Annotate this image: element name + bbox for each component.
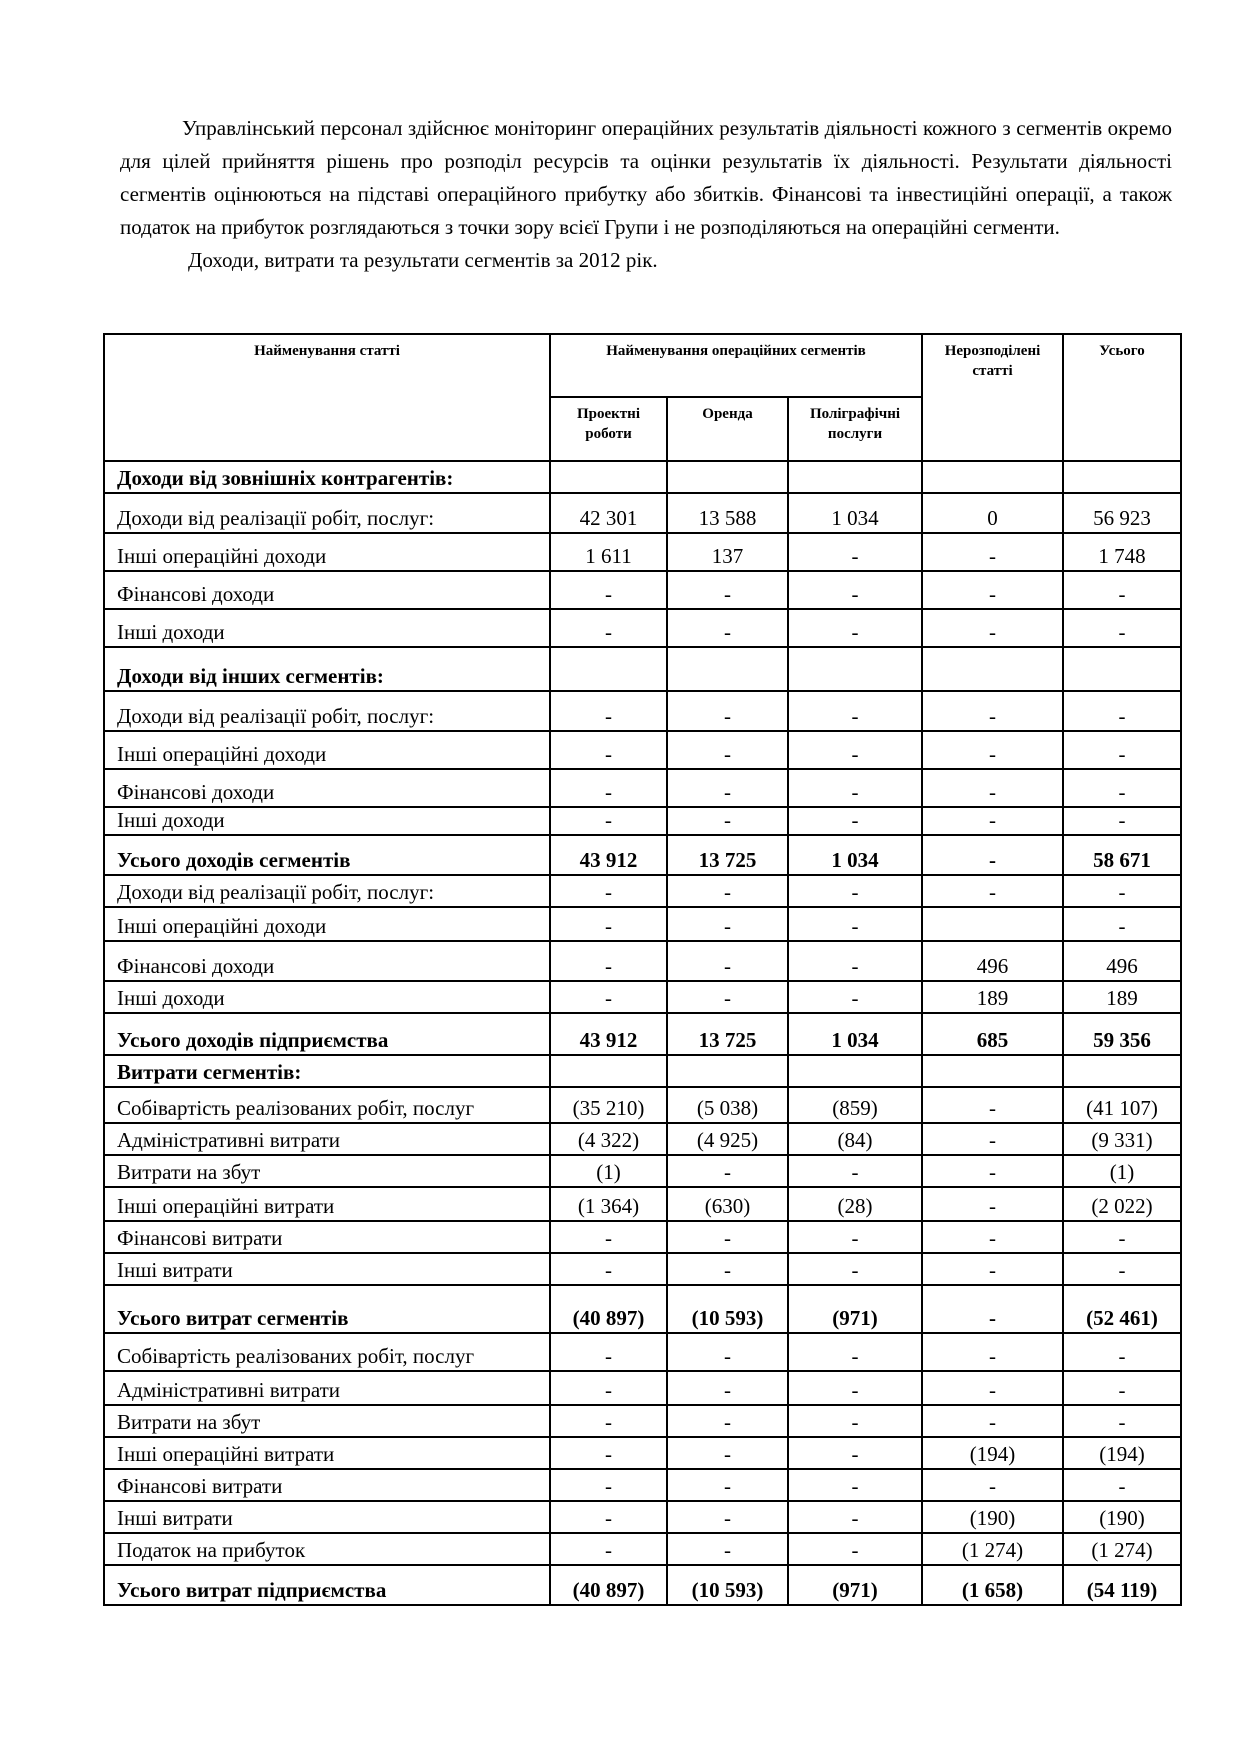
header-operating-segments: Найменування операційних сегментів [550,334,922,397]
design-value: 1 611 [550,533,667,571]
unallocated-value: - [922,609,1063,647]
total-value: (54 119) [1063,1565,1181,1605]
table-row [104,1187,1181,1221]
row-label: Доходи від реалізації робіт, послуг: [104,875,550,907]
row-label: Інші доходи [104,981,550,1013]
row-label: Фінансові витрати [104,1221,550,1253]
unallocated-value [922,1055,1063,1087]
unallocated-value: 189 [922,981,1063,1013]
total-value: - [1063,1253,1181,1285]
table-row [104,609,1181,647]
header-total: Усього [1063,334,1181,461]
printing-value: - [788,731,922,769]
design-value: 43 912 [550,1013,667,1055]
rent-value: - [667,1437,788,1469]
table-row [104,907,1181,941]
row-label: Витрати на збут [104,1405,550,1437]
total-value [1063,1055,1181,1087]
printing-value: (84) [788,1123,922,1155]
total-value: 189 [1063,981,1181,1013]
total-value: (9 331) [1063,1123,1181,1155]
rent-value: - [667,807,788,835]
table-row [104,1123,1181,1155]
table-row [104,1371,1181,1405]
rent-value: (630) [667,1187,788,1221]
total-value: - [1063,571,1181,609]
printing-value: - [788,1533,922,1565]
total-value: (1 274) [1063,1533,1181,1565]
unallocated-value: - [922,691,1063,731]
row-label: Фінансові доходи [104,941,550,981]
unallocated-value: 0 [922,493,1063,533]
table-row [104,941,1181,981]
total-value: 59 356 [1063,1013,1181,1055]
printing-value [788,461,922,493]
table-row [104,769,1181,807]
rent-value: - [667,609,788,647]
printing-value [788,1055,922,1087]
header-design-works: Проектні роботи [550,397,667,461]
rent-value: - [667,941,788,981]
table-row [104,1221,1181,1253]
rent-value: - [667,907,788,941]
table-row [104,1087,1181,1123]
row-label: Собівартість реалізованих робіт, послуг [104,1333,550,1371]
design-value: - [550,1533,667,1565]
row-label: Інші операційні доходи [104,533,550,571]
total-value: 1 748 [1063,533,1181,571]
printing-value: - [788,1371,922,1405]
rent-value: - [667,875,788,907]
unallocated-value: - [922,769,1063,807]
total-value: - [1063,807,1181,835]
rent-value: 137 [667,533,788,571]
design-value: - [550,875,667,907]
total-value: - [1063,907,1181,941]
header-item-name: Найменування статті [104,334,550,461]
printing-value: - [788,907,922,941]
rent-value: 13 588 [667,493,788,533]
table-row [104,691,1181,731]
unallocated-value: - [922,1285,1063,1333]
unallocated-value: - [922,533,1063,571]
total-value: - [1063,731,1181,769]
printing-value: - [788,981,922,1013]
rent-value: - [667,691,788,731]
unallocated-value: - [922,731,1063,769]
row-label: Фінансові доходи [104,769,550,807]
total-value: (1) [1063,1155,1181,1187]
row-label: Витрати на збут [104,1155,550,1187]
printing-value: - [788,941,922,981]
rent-value: - [667,981,788,1013]
row-label: Фінансові витрати [104,1469,550,1501]
rent-value: - [667,1405,788,1437]
design-value: - [550,807,667,835]
table-row [104,835,1181,875]
row-label: Інші доходи [104,807,550,835]
table-row [104,1405,1181,1437]
rent-value: (10 593) [667,1285,788,1333]
design-value: (35 210) [550,1087,667,1123]
rent-value: - [667,1533,788,1565]
printing-value: (28) [788,1187,922,1221]
table-row [104,1501,1181,1533]
printing-value: - [788,609,922,647]
row-label: Фінансові доходи [104,571,550,609]
rent-value: - [667,731,788,769]
row-label: Усього доходів підприємства [104,1013,550,1055]
unallocated-value: - [922,571,1063,609]
design-value: - [550,1405,667,1437]
design-value: (1) [550,1155,667,1187]
total-value: (41 107) [1063,1087,1181,1123]
design-value: (40 897) [550,1285,667,1333]
total-value: (2 022) [1063,1187,1181,1221]
total-value: - [1063,1371,1181,1405]
table-row [104,1333,1181,1371]
design-value: - [550,941,667,981]
segment-results-table [103,333,1182,1606]
row-label: Податок на прибуток [104,1533,550,1565]
design-value: - [550,907,667,941]
row-label: Усього доходів сегментів [104,835,550,875]
rent-value [667,461,788,493]
unallocated-value: - [922,1405,1063,1437]
row-label: Інші доходи [104,609,550,647]
unallocated-value: - [922,1333,1063,1371]
rent-value [667,1055,788,1087]
unallocated-value: - [922,1155,1063,1187]
printing-value: - [788,691,922,731]
total-value: - [1063,1221,1181,1253]
total-value: - [1063,691,1181,731]
total-value: - [1063,769,1181,807]
total-value: 496 [1063,941,1181,981]
header-rent: Оренда [667,397,788,461]
design-value [550,1055,667,1087]
printing-value: 1 034 [788,1013,922,1055]
total-value: - [1063,609,1181,647]
total-value: (52 461) [1063,1285,1181,1333]
printing-value [788,647,922,691]
rent-value: 13 725 [667,1013,788,1055]
design-value: - [550,691,667,731]
printing-value: - [788,1221,922,1253]
table-caption: Доходи, витрати та результати сегментів за 2012 рік. [188,248,658,272]
rent-value: - [667,1155,788,1187]
table-row [104,461,1181,493]
header-printing-services: Поліграфічні послуги [788,397,922,461]
design-value [550,647,667,691]
row-label: Інші операційні доходи [104,731,550,769]
rent-value: - [667,769,788,807]
design-value: - [550,769,667,807]
total-value: - [1063,1469,1181,1501]
printing-value: 1 034 [788,493,922,533]
printing-value: - [788,1437,922,1469]
total-value [1063,461,1181,493]
design-value: - [550,571,667,609]
printing-value: - [788,571,922,609]
total-value: 56 923 [1063,493,1181,533]
unallocated-value: - [922,835,1063,875]
design-value: - [550,1469,667,1501]
printing-value: (971) [788,1285,922,1333]
table-row [104,1055,1181,1087]
table-row [104,731,1181,769]
design-value: - [550,1501,667,1533]
design-value: - [550,1437,667,1469]
row-label: Інші операційні доходи [104,907,550,941]
printing-value: - [788,1253,922,1285]
unallocated-value: - [922,1087,1063,1123]
unallocated-value: (190) [922,1501,1063,1533]
row-label: Інші витрати [104,1501,550,1533]
table-row [104,875,1181,907]
intro-paragraph: Управлінський персонал здійснює моніторинг операційних результатів діяльності кожного з сегментів окремо для цілей прийняття рішень про розподіл ресурсів та оцінки результатів їх діяльності. Результати діяльності сегментів оцінюються на підставі операційного прибутку або збитків. Фінансові та інвестиційні операції, а також податок на прибуток розглядаються з точки зору всієї Групи і не розподіляються на операційні сегменти. [120,116,1172,239]
total-value: (190) [1063,1501,1181,1533]
printing-value: - [788,1333,922,1371]
table-row [104,1285,1181,1333]
unallocated-value [922,461,1063,493]
intro-text [120,112,1172,277]
design-value: (1 364) [550,1187,667,1221]
table-row [104,571,1181,609]
printing-value: - [788,807,922,835]
design-value: - [550,609,667,647]
printing-value: - [788,1469,922,1501]
design-value: - [550,981,667,1013]
design-value: - [550,1333,667,1371]
printing-value: (971) [788,1565,922,1605]
total-value: (194) [1063,1437,1181,1469]
printing-value: - [788,1405,922,1437]
unallocated-value: - [922,1221,1063,1253]
design-value [550,461,667,493]
rent-value: (10 593) [667,1565,788,1605]
row-label: Інші операційні витрати [104,1437,550,1469]
printing-value: - [788,533,922,571]
total-value [1063,647,1181,691]
design-value: - [550,731,667,769]
rent-value: (4 925) [667,1123,788,1155]
rent-value: - [667,1253,788,1285]
table-row [104,1013,1181,1055]
rent-value: - [667,1221,788,1253]
unallocated-value: (1 274) [922,1533,1063,1565]
unallocated-value: 685 [922,1013,1063,1055]
unallocated-value: - [922,875,1063,907]
header-unallocated: Нерозподілені статті [922,334,1063,461]
design-value: - [550,1221,667,1253]
table-row [104,493,1181,533]
rent-value [667,647,788,691]
unallocated-value: - [922,1187,1063,1221]
row-label: Доходи від зовнішніх контрагентів: [104,461,550,493]
table-row [104,1565,1181,1605]
rent-value: - [667,1333,788,1371]
table-row [104,1437,1181,1469]
unallocated-value [922,647,1063,691]
design-value: 42 301 [550,493,667,533]
printing-value: (859) [788,1087,922,1123]
row-label: Доходи від реалізації робіт, послуг: [104,493,550,533]
design-value: - [550,1253,667,1285]
rent-value: 13 725 [667,835,788,875]
table-row [104,647,1181,691]
unallocated-value [922,907,1063,941]
unallocated-value: (194) [922,1437,1063,1469]
table-row [104,1155,1181,1187]
row-label: Адміністративні витрати [104,1371,550,1405]
row-label: Собівартість реалізованих робіт, послуг [104,1087,550,1123]
unallocated-value: - [922,1253,1063,1285]
unallocated-value: (1 658) [922,1565,1063,1605]
table-row [104,1253,1181,1285]
unallocated-value: - [922,1123,1063,1155]
table-row [104,1469,1181,1501]
table-row [104,1533,1181,1565]
row-label: Усього витрат підприємства [104,1565,550,1605]
unallocated-value: 496 [922,941,1063,981]
total-value: - [1063,1405,1181,1437]
row-label: Доходи від інших сегментів: [104,647,550,691]
printing-value: - [788,875,922,907]
design-value: (40 897) [550,1565,667,1605]
total-value: - [1063,875,1181,907]
design-value: 43 912 [550,835,667,875]
rent-value: - [667,1469,788,1501]
design-value: (4 322) [550,1123,667,1155]
unallocated-value: - [922,1371,1063,1405]
row-label: Інші витрати [104,1253,550,1285]
design-value: - [550,1371,667,1405]
printing-value: 1 034 [788,835,922,875]
printing-value: - [788,1155,922,1187]
table-row [104,981,1181,1013]
printing-value: - [788,1501,922,1533]
rent-value: (5 038) [667,1087,788,1123]
row-label: Усього витрат сегментів [104,1285,550,1333]
row-label: Витрати сегментів: [104,1055,550,1087]
unallocated-value: - [922,807,1063,835]
unallocated-value: - [922,1469,1063,1501]
table-row [104,533,1181,571]
rent-value: - [667,1371,788,1405]
total-value: - [1063,1333,1181,1371]
printing-value: - [788,769,922,807]
rent-value: - [667,571,788,609]
row-label: Доходи від реалізації робіт, послуг: [104,691,550,731]
row-label: Інші операційні витрати [104,1187,550,1221]
total-value: 58 671 [1063,835,1181,875]
rent-value: - [667,1501,788,1533]
row-label: Адміністративні витрати [104,1123,550,1155]
table-row [104,807,1181,835]
